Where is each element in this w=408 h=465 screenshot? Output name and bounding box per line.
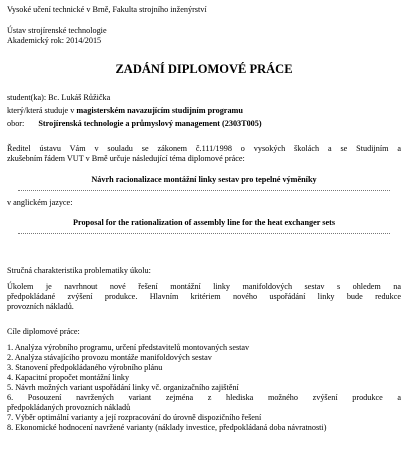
institute-line: Ústav strojírenské technologie	[7, 26, 107, 35]
studies-line	[7, 106, 243, 116]
characteristics-heading: Stručná charakteristika problematiky úkolu:	[7, 266, 151, 275]
field-line	[7, 119, 262, 129]
intro-line-1: Ředitel ústavu Vám v souladu se zákonem č.111/1998 o vysokých školách a se Studijním a	[7, 144, 401, 153]
student-line	[7, 93, 110, 103]
dotted-separator	[18, 190, 390, 191]
topic-czech: Návrh racionalizace montážní linky sestav pro tepelné výměníky	[91, 175, 317, 184]
goals-heading: Cíle diplomové práce:	[7, 327, 80, 336]
field-label: obor:	[7, 119, 25, 128]
characteristics-line-1: Úkolem je navrhnout nové řešení montážní linky manifoldových sestav s ohledem na	[7, 282, 401, 291]
studies-label: který/která studuje v	[7, 106, 75, 115]
goal-item: 3. Stanovení předpokládaného výrobního plánu	[7, 363, 163, 372]
goal-item: 2. Analýza stávajícího provozu montáže manifoldových sestav	[7, 353, 212, 362]
dotted-separator	[18, 233, 390, 234]
goal-item: 5. Návrh možných variant uspořádání linky vč. organizačního zajištění	[7, 383, 239, 392]
study-field: Strojírenská technologie a průmyslový management (2303T005)	[38, 119, 262, 128]
english-label: v anglickém jazyce:	[7, 198, 73, 207]
goal-item-continuation: předpokládaných provozních nákladů	[7, 403, 131, 412]
goal-item: 7. Výběr optimální varianty a její rozpracování do úrovně dispozičního řešení	[7, 413, 262, 422]
academic-year-line: Akademický rok: 2014/2015	[7, 36, 102, 45]
goal-item: 4. Kapacitní propočet montážní linky	[7, 373, 130, 382]
study-program: magisterském navazujícím studijním programu	[76, 106, 243, 115]
goal-item: 6. Posouzení navržených variant zejména z hlediska možného zvýšení produkce a	[7, 393, 401, 402]
characteristics-line-3: provozních nákladů.	[7, 302, 74, 311]
student-label: student(ka):	[7, 93, 47, 102]
intro-line-2: zkušebním řádem VUT v Brně určuje následující téma diplomové práce:	[7, 154, 245, 163]
page-title: ZADÁNÍ DIPLOMOVÉ PRÁCE	[115, 62, 293, 76]
institution-line: Vysoké učení technické v Brně, Fakulta strojního inženýrství	[7, 5, 207, 14]
topic-english: Proposal for the rationalization of assembly line for the heat exchanger sets	[72, 218, 336, 227]
student-name: Bc. Lukáš Růžička	[48, 93, 111, 102]
characteristics-line-2: předpokládané zvýšení produkce. Hlavním kritériem nového uspořádání linky bude redukce	[7, 292, 401, 301]
goal-item: 1. Analýza výrobního programu, určení představitelů montovaných sestav	[7, 343, 250, 352]
goal-item: 8. Ekonomické hodnocení navržené varianty (náklady investice, předpokládaná doba návratnosti)	[7, 423, 327, 432]
